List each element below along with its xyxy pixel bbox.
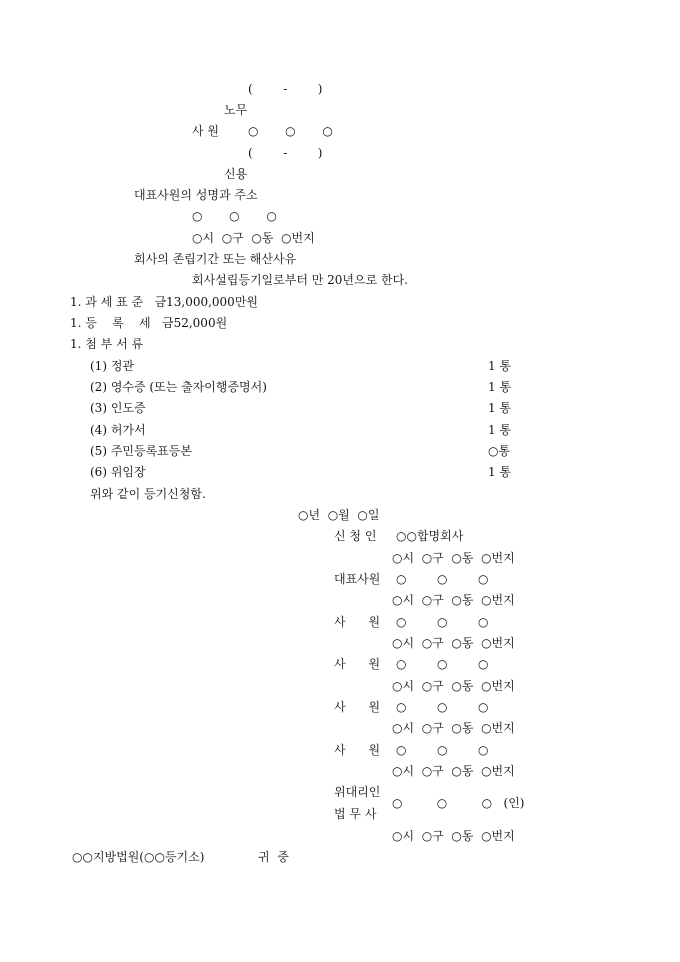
applicant-name: ○○합명회사 — [396, 529, 464, 543]
attachment-name: (5) 주민등록표등본 — [90, 444, 192, 458]
signer-address: ○시 ○구 ○동 ○번지 — [392, 764, 515, 778]
phone-placeholder-1: ( - ) — [248, 82, 323, 96]
tax-base-line: 1. 과 세 표 준 금13,000,000만원 — [70, 295, 259, 309]
attachment-count: ○통 — [488, 444, 511, 458]
signer-name: ○ ○ ○ — [396, 572, 489, 586]
signer-address: ○시 ○구 ○동 ○번지 — [392, 636, 515, 650]
signer-name: ○ ○ ○ — [396, 743, 489, 757]
attachment-count: 1 통 — [488, 465, 512, 479]
signer-label: 대표사원 — [334, 572, 381, 586]
member-name: ○ ○ ○ — [248, 124, 333, 138]
agent-label-2: 법 무 사 — [334, 807, 377, 821]
agent-name: ○ ○ ○ (인) — [392, 796, 525, 810]
attachment-count: 1 통 — [488, 359, 512, 373]
honorific: 귀 중 — [258, 850, 289, 864]
agent-label-1: 위대리인 — [334, 785, 381, 799]
court-name: ○○지방법원(○○등기소) — [72, 850, 205, 864]
attachment-name: (3) 인도증 — [90, 401, 146, 415]
application-statement: 위와 같이 등기신청함. — [90, 487, 206, 501]
applicant-address: ○시 ○구 ○동 ○번지 — [392, 551, 515, 565]
member-label: 사 원 — [192, 124, 219, 138]
attachment-count: 1 통 — [488, 380, 512, 394]
signer-address: ○시 ○구 ○동 ○번지 — [392, 593, 515, 607]
attachment-count: 1 통 — [488, 401, 512, 415]
signer-address: ○시 ○구 ○동 ○번지 — [392, 721, 515, 735]
registration-tax-line: 1. 등 록 세 금52,000원 — [70, 316, 228, 330]
duration-text: 회사설립등기일로부터 만 20년으로 한다. — [192, 273, 409, 287]
attachment-name: (6) 위임장 — [90, 465, 146, 479]
signer-label: 사 원 — [334, 615, 381, 629]
representative-name: ○ ○ ○ — [192, 209, 277, 223]
attachment-count: 1 통 — [488, 423, 512, 437]
applicant-label: 신 청 인 — [334, 529, 377, 543]
signer-label: 사 원 — [334, 700, 381, 714]
agent-address: ○시 ○구 ○동 ○번지 — [392, 829, 515, 843]
representative-heading: 대표사원의 성명과 주소 — [134, 188, 258, 202]
signer-name: ○ ○ ○ — [396, 657, 489, 671]
application-date: ○년 ○월 ○일 — [298, 508, 380, 522]
attachments-heading: 1. 첨 부 서 류 — [70, 337, 144, 351]
signer-name: ○ ○ ○ — [396, 615, 489, 629]
signer-name: ○ ○ ○ — [396, 700, 489, 714]
signer-address: ○시 ○구 ○동 ○번지 — [392, 679, 515, 693]
signer-label: 사 원 — [334, 657, 381, 671]
attachment-name: (4) 허가서 — [90, 423, 146, 437]
attachment-name: (2) 영수증 (또는 출자이행증명서) — [90, 380, 267, 394]
duration-heading: 회사의 존립기간 또는 해산사유 — [134, 252, 297, 266]
representative-address: ○시 ○구 ○동 ○번지 — [192, 231, 315, 245]
phone-placeholder-2: ( - ) — [248, 146, 323, 160]
contribution-labor-label: 노무 — [224, 103, 248, 117]
contribution-credit-label: 신용 — [224, 167, 248, 181]
signer-label: 사 원 — [334, 743, 381, 757]
attachment-name: (1) 정관 — [90, 359, 134, 373]
